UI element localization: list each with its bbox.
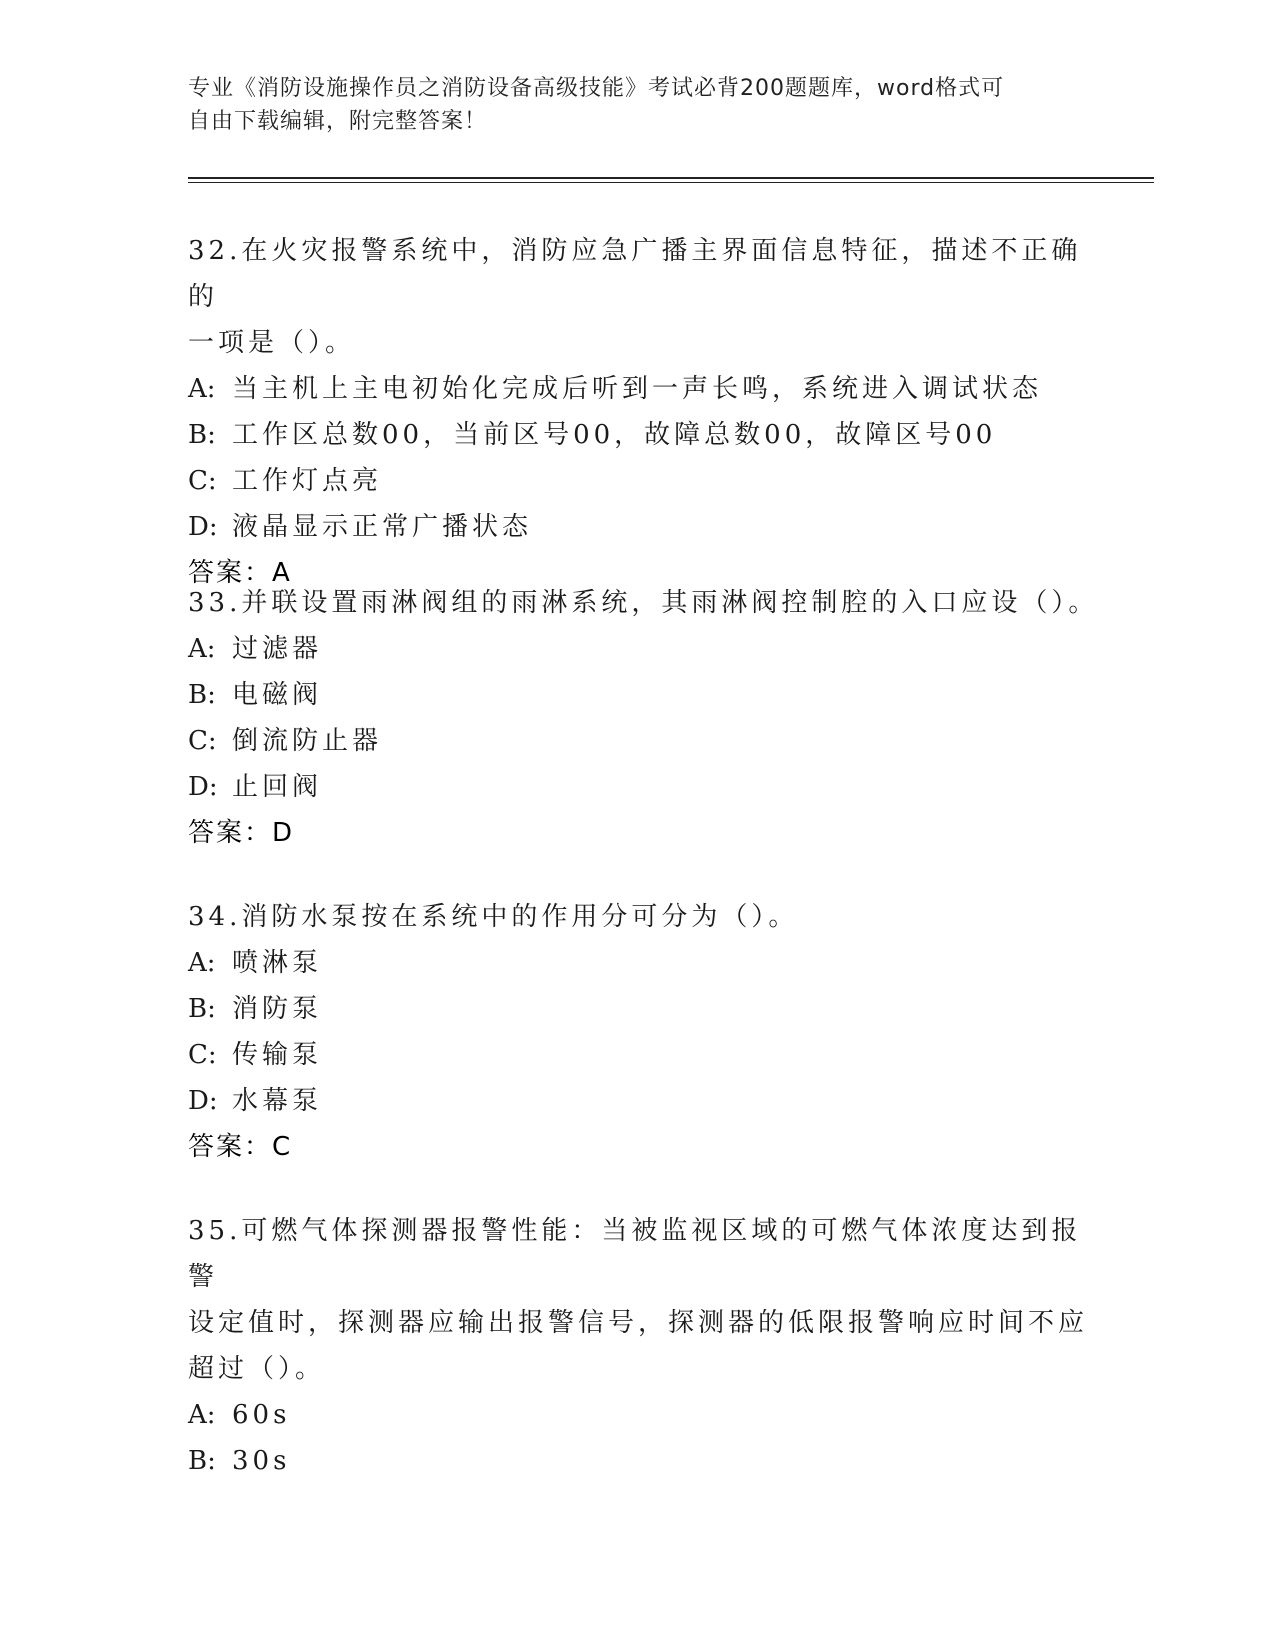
option-b (188, 1438, 1108, 1484)
header-line-1: 专业《消防设施操作员之消防设备高级技能》考试必背200题题库，word格式可 (188, 76, 1005, 101)
option-letter: B: (188, 420, 216, 450)
option-a (188, 1392, 1108, 1438)
option-b (188, 672, 1108, 718)
question-stem-line: 35.可燃气体探测器报警性能：当被监视区域的可燃气体浓度达到报警 (188, 1216, 1082, 1292)
question-stem-line: 设定值时，探测器应输出报警信号，探测器的低限报警响应时间不应 (188, 1308, 1089, 1338)
option-c (188, 718, 1108, 764)
option-letter: B: (188, 680, 216, 710)
option-letter: A: (188, 1400, 216, 1430)
option-letter: D: (188, 1086, 218, 1116)
question-stem-line: 超过（）。 (188, 1354, 326, 1384)
header-divider-thin (188, 182, 1154, 183)
document-header (188, 72, 1088, 138)
header-line-2: 自由下载编辑，附完整答案！ (188, 109, 488, 134)
question-stem-line: 一项是（）。 (188, 328, 356, 358)
option-text: 工作灯点亮 (232, 466, 383, 496)
answer-line: 答案：A (188, 558, 292, 588)
option-d (188, 764, 1108, 810)
option-letter: A: (188, 948, 216, 978)
option-letter: D: (188, 512, 218, 542)
option-letter: B: (188, 1446, 216, 1476)
option-text: 工作区总数00，当前区号00，故障总数00，故障区号00 (232, 420, 997, 450)
option-a (188, 940, 1108, 986)
option-text: 过滤器 (232, 634, 323, 664)
option-text: 60s (232, 1400, 291, 1430)
question-35 (188, 1208, 1108, 1484)
option-text: 水幕泵 (232, 1086, 323, 1116)
header-divider-thick (188, 177, 1154, 179)
option-d (188, 504, 1108, 550)
option-text: 喷淋泵 (232, 948, 323, 978)
option-letter: A: (188, 634, 216, 664)
option-a (188, 366, 1108, 412)
option-letter: D: (188, 772, 218, 802)
option-letter: A: (188, 374, 216, 404)
option-b (188, 986, 1108, 1032)
answer-line: 答案：C (188, 1132, 293, 1162)
option-b (188, 412, 1108, 458)
option-text: 消防泵 (232, 994, 323, 1024)
question-stem-line: 34.消防水泵按在系统中的作用分可分为（）。 (188, 902, 799, 932)
option-text: 30s (232, 1446, 291, 1476)
option-letter: C: (188, 726, 217, 756)
option-text: 电磁阀 (232, 680, 323, 710)
option-d (188, 1078, 1108, 1124)
option-letter: C: (188, 466, 217, 496)
option-text: 倒流防止器 (232, 726, 383, 756)
question-32 (188, 228, 1108, 596)
question-33 (188, 580, 1108, 856)
option-letter: B: (188, 994, 216, 1024)
option-c (188, 1032, 1108, 1078)
option-letter: C: (188, 1040, 217, 1070)
question-stem-line: 32.在火灾报警系统中，消防应急广播主界面信息特征，描述不正确的 (188, 236, 1082, 312)
option-text: 传输泵 (232, 1040, 323, 1070)
option-text: 当主机上主电初始化完成后听到一声长鸣，系统进入调试状态 (232, 374, 1043, 404)
option-text: 止回阀 (232, 772, 323, 802)
option-a (188, 626, 1108, 672)
option-text: 液晶显示正常广播状态 (232, 512, 533, 542)
question-stem-line: 33.并联设置雨淋阀组的雨淋系统，其雨淋阀控制腔的入口应设（）。 (188, 588, 1099, 618)
option-c (188, 458, 1108, 504)
answer-line: 答案：D (188, 818, 295, 848)
question-34 (188, 894, 1108, 1170)
